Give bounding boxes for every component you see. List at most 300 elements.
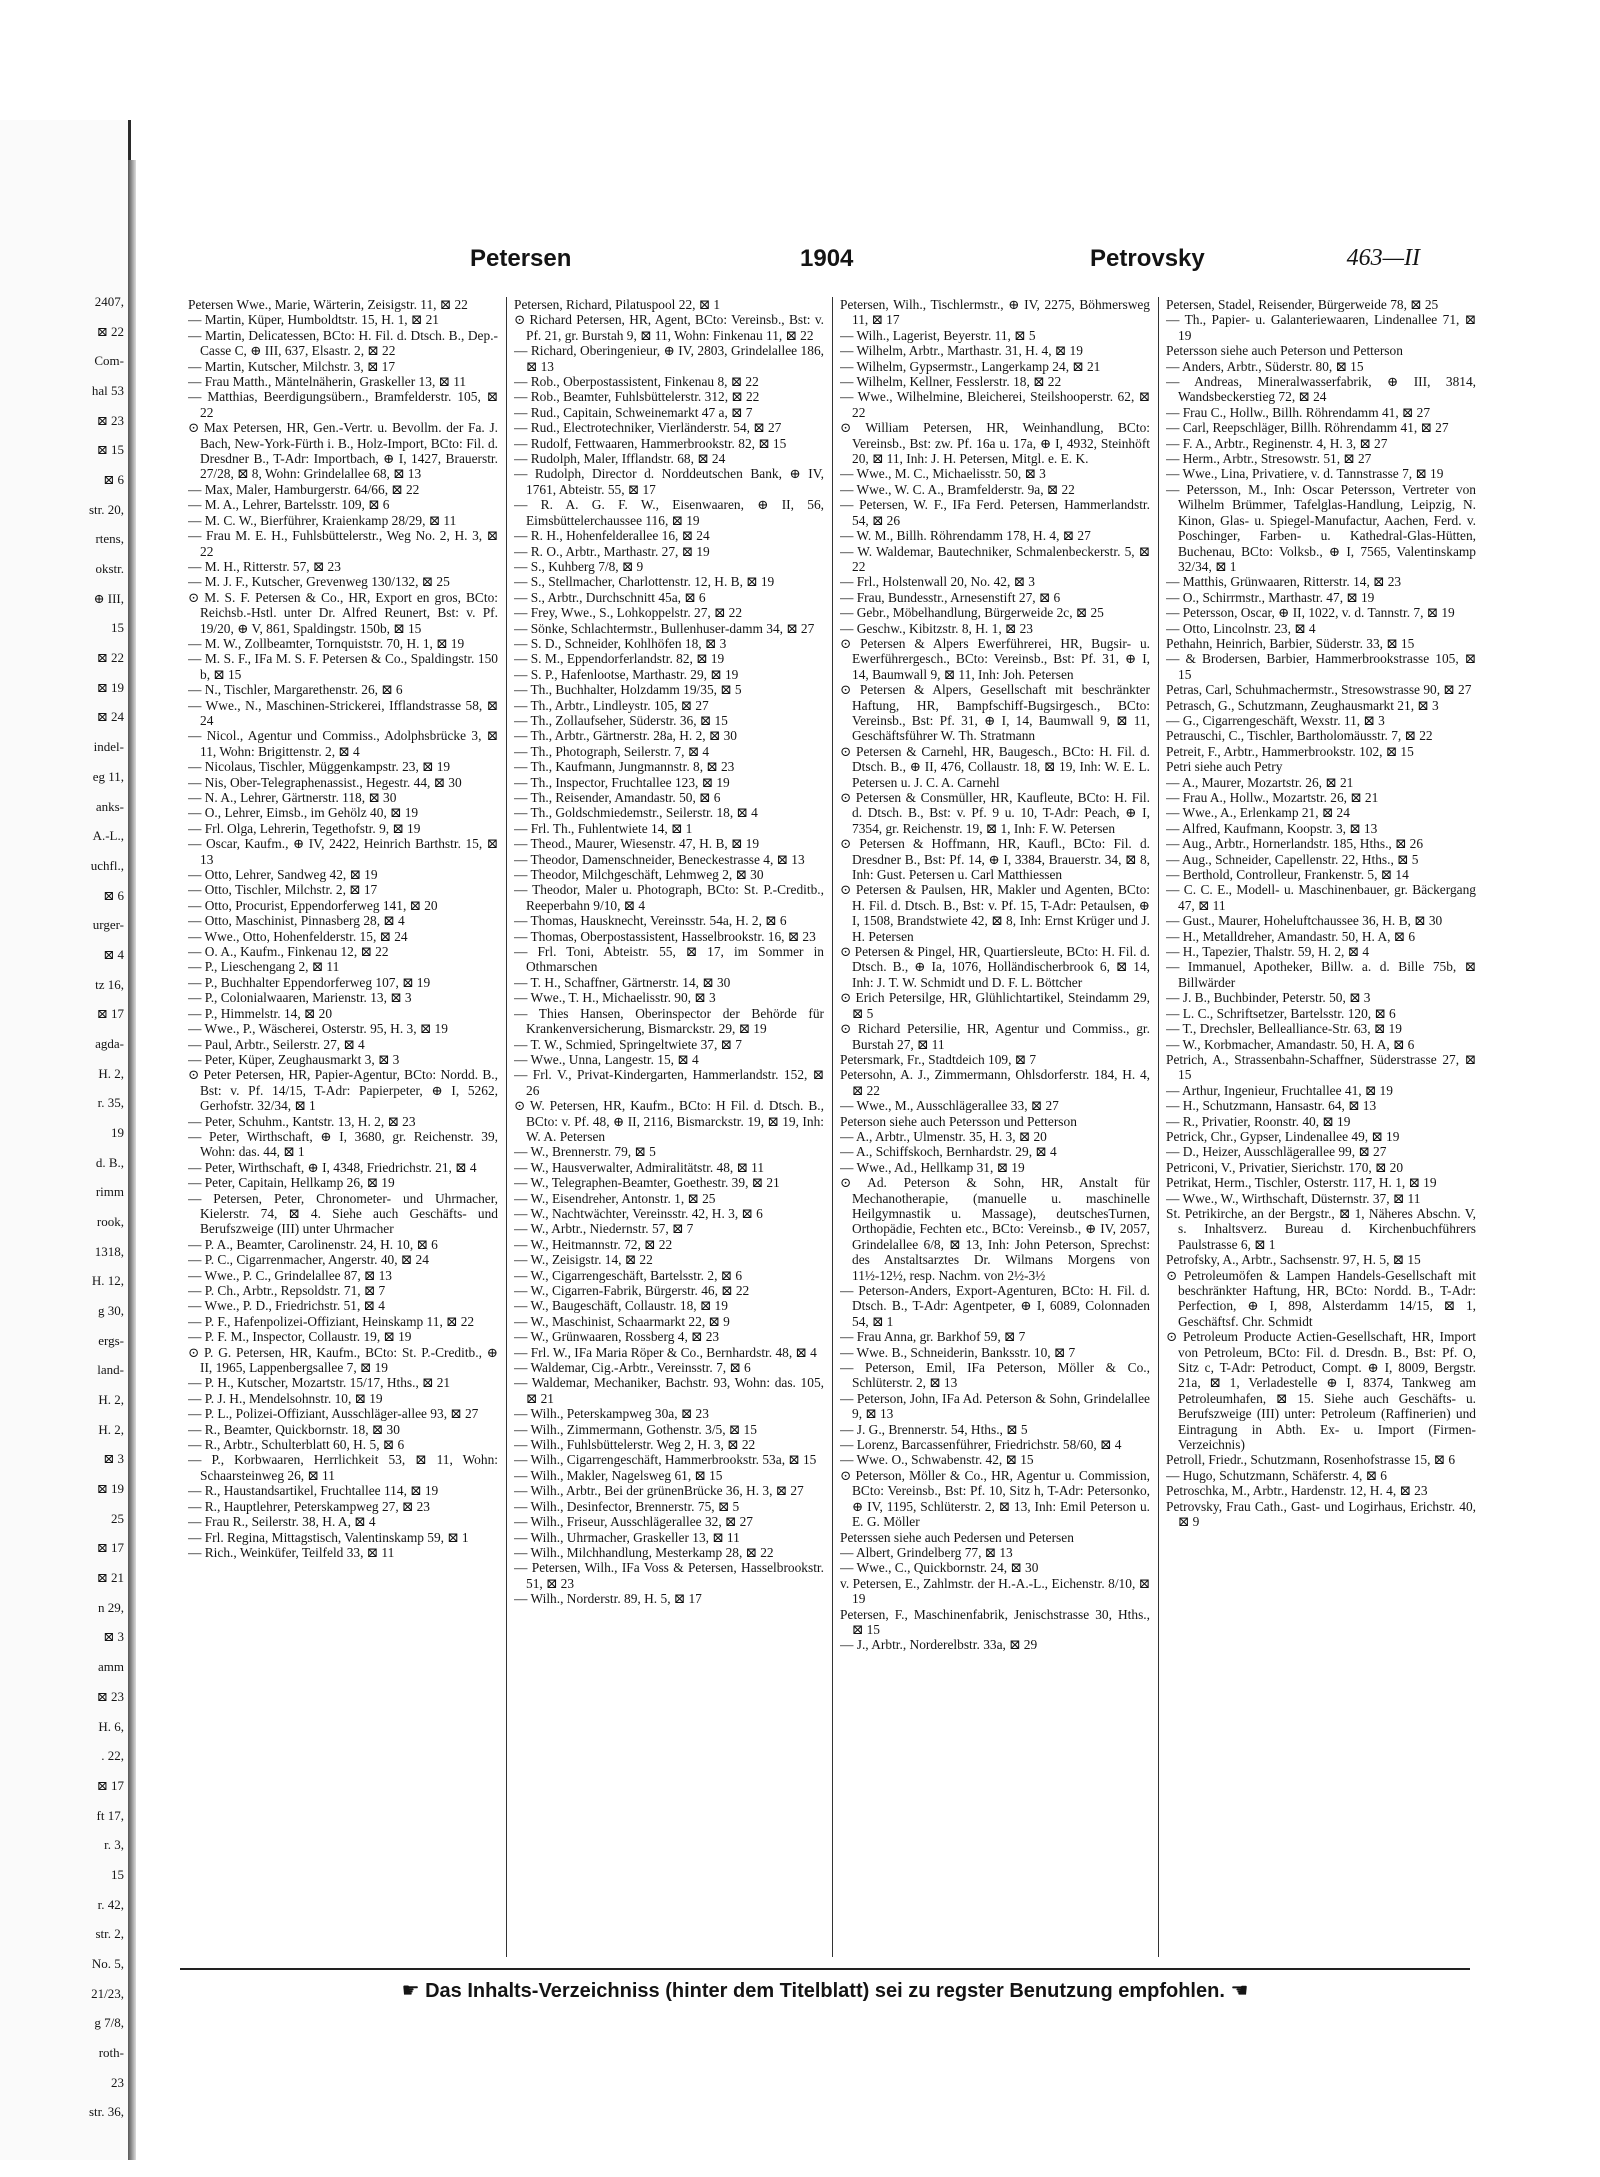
directory-entry: — Herm., Arbtr., Stresowstr. 51, ⊠ 27 (1166, 451, 1372, 467)
left-page-fragment-text: H. 12, (91, 1273, 124, 1289)
directory-entry: — Arthur, Ingenieur, Fruchtallee 41, ⊠ 19 (1166, 1082, 1393, 1098)
left-page-fragment-text: g 7/8, (94, 2015, 124, 2031)
left-page-fragment-text: eg 11, (92, 768, 124, 784)
left-page-fragment-text: A.-L., (92, 828, 124, 844)
directory-entry: ⊙ Richard Petersen, HR, Agent, BCto: Vereinsb., Bst: v. Pf. 21, gr. Burstah 9, ⊠ 11, Wohn: Finkenau 11, ⊠ 22 (514, 312, 824, 343)
directory-entry: — W., Brennerstr. 79, ⊠ 5 (514, 1144, 656, 1160)
directory-entry: Petersen, Wilh., Tischlermstr., ⊕ IV, 2275, Böhmersweg 11, ⊠ 17 (840, 297, 1150, 328)
directory-entry: — Albert, Grindelberg 77, ⊠ 13 (840, 1544, 1013, 1560)
directory-entry: — Martin, Küper, Humboldtstr. 15, H. 1, ⊠ 21 (188, 312, 439, 328)
directory-entry: — Frl. Olga, Lehrerin, Tegethofstr. 9, ⊠ 19 (188, 820, 421, 836)
column-divider (506, 297, 507, 1957)
directory-entry: — Wwe., P., Wäscherei, Osterstr. 95, H. 3, ⊠ 19 (188, 1021, 448, 1037)
directory-entry: — A., Maurer, Mozartstr. 26, ⊠ 21 (1166, 774, 1354, 790)
directory-entry: — Wilh., Makler, Nagelsweg 61, ⊠ 15 (514, 1467, 723, 1483)
left-page-fragment (0, 120, 131, 2160)
column-4 (1166, 297, 1476, 1957)
directory-entry: — Peter, Küper, Zeughausmarkt 3, ⊠ 3 (188, 1051, 400, 1067)
left-page-fragment-text: amm (98, 1659, 124, 1675)
directory-entry: — Wilhelm, Kellner, Fesslerstr. 18, ⊠ 22 (840, 374, 1062, 390)
directory-entry: — Otto, Lehrer, Sandweg 42, ⊠ 19 (188, 867, 378, 883)
directory-entry: — Rich., Weinküfer, Teilfeld 33, ⊠ 11 (188, 1544, 395, 1560)
directory-entry: — Wwe., Otto, Hohenfelderstr. 15, ⊠ 24 (188, 928, 408, 944)
left-page-fragment-text: ⊠ 21 (96, 1570, 124, 1586)
directory-entry: — M. A., Lehrer, Bartelsstr. 109, ⊠ 6 (188, 497, 390, 513)
directory-entry: — O., Schirrmstr., Marthastr. 47, ⊠ 19 (1166, 589, 1375, 605)
footer-rule (180, 1968, 1470, 1970)
directory-entry: — Wwe., P. C., Grindelallee 87, ⊠ 13 (188, 1267, 392, 1283)
directory-entry: — Frau A., Hollw., Mozartstr. 26, ⊠ 21 (1166, 790, 1379, 805)
directory-entry: — W., Eisendreher, Antonstr. 1, ⊠ 25 (514, 1190, 716, 1206)
left-page-fragment-text: hal 53 (91, 383, 124, 399)
directory-entry: — T. W., Schmied, Springeltwiete 37, ⊠ 7 (514, 1036, 742, 1052)
directory-entry: ⊙ Erich Petersilge, HR, Glühlichtartikel, Steindamm 29, ⊠ 5 (840, 990, 1150, 1021)
book-gutter (128, 160, 136, 2160)
left-page-fragment-text: ⊠ 23 (96, 412, 124, 428)
directory-entry: — Thomas, Oberpostassistent, Hasselbrookstr. 16, ⊠ 23 (514, 928, 816, 944)
left-page-fragment-text: H. 2, (98, 1392, 124, 1408)
directory-entry: — M. J. F., Kutscher, Grevenweg 130/132, ⊠ 25 (188, 574, 450, 590)
left-page-fragment-text: ⊠ 17 (96, 1777, 124, 1793)
directory-entry: — Matthias, Beerdigungsübern., Bramfelderstr. 105, ⊠ 22 (188, 389, 498, 420)
directory-entry: — Wilh., Friseur, Ausschlägerallee 32, ⊠ 27 (514, 1514, 753, 1530)
directory-entry: — Oscar, Kaufm., ⊕ IV, 2422, Heinrich Barthstr. 15, ⊠ 13 (188, 836, 498, 867)
left-page-fragment-text: uchfl., (90, 857, 124, 873)
left-page-fragment-text: 2407, (94, 294, 124, 309)
directory-entry: — P., Himmelstr. 14, ⊠ 20 (188, 1005, 333, 1021)
directory-entry: — O. A., Kaufm., Finkenau 12, ⊠ 22 (188, 944, 389, 960)
directory-entry: — Thomas, Hausknecht, Vereinsstr. 54a, H. 2, ⊠ 6 (514, 913, 787, 929)
directory-entry: Petrofsky, A., Arbtr., Sachsenstr. 97, H. 5, ⊠ 15 (1166, 1252, 1421, 1268)
directory-entry: — Immanuel, Apotheker, Billw. a. d. Bille 75b, ⊠ Billwärder (1166, 959, 1476, 990)
directory-entry: Petreit, F., Arbtr., Hammerbrookstr. 102, ⊠ 15 (1166, 743, 1414, 759)
directory-entry: — Frau C., Hollw., Billh. Röhrendamm 41, ⊠ 27 (1166, 404, 1431, 420)
directory-entry: — W., Grünwaaren, Rossberg 4, ⊠ 23 (514, 1329, 720, 1345)
column-3 (840, 297, 1150, 1957)
directory-entry: — T., Drechsler, Bellealliance-Str. 63, ⊠ 19 (1166, 1021, 1402, 1037)
directory-entry: Petrauschi, C., Tischler, Bartholomäusstr. 7, ⊠ 22 (1166, 728, 1433, 744)
directory-entry: St. Petrikirche, an der Bergstr., ⊠ 1, Näheres Abschn. V, s. Inhaltsverz. Bureau d. Kirchenbuchführers Paulstrasse 6, ⊠ 1 (1166, 1205, 1476, 1252)
directory-entry: — Th., Photograph, Seilerstr. 7, ⊠ 4 (514, 743, 710, 759)
directory-entry: — L. C., Schriftsetzer, Bartelsstr. 120, ⊠ 6 (1166, 1005, 1396, 1021)
left-page-fragment-text: ⊠ 22 (96, 650, 124, 666)
left-page-fragment-text: g 30, (98, 1303, 124, 1319)
left-page-fragment-text: ⊠ 19 (96, 1481, 124, 1497)
directory-entry: — P. Ch., Arbtr., Repsoldstr. 71, ⊠ 7 (188, 1283, 386, 1298)
directory-entry: — M. S. F., IFa M. S. F. Petersen & Co., Spaldingstr. 150 b, ⊠ 15 (188, 651, 498, 682)
left-page-fragment-text: n 29, (98, 1599, 124, 1615)
directory-entry: — D., Heizer, Ausschlägerallee 99, ⊠ 27 (1166, 1144, 1387, 1160)
directory-entry: ⊙ William Petersen, HR, Weinhandlung, BCto: Vereinsb., Bst: zw. Pf. 16a u. 17a, ⊕ I, 4932, Steinhöft 20, ⊠ 11, Inh: J. H. Petersen, Mitgl. e. E. K. (840, 420, 1150, 467)
directory-entry: Peterson siehe auch Petersson und Petterson (840, 1113, 1077, 1129)
directory-entry: — Gust., Maurer, Hoheluftchaussee 36, H. B, ⊠ 30 (1166, 913, 1443, 929)
directory-entry: — Waldemar, Cig.-Arbtr., Vereinsstr. 7, ⊠ 6 (514, 1360, 751, 1376)
left-page-fragment-text: 19 (111, 1124, 124, 1140)
directory-entry: — Frau M. E. H., Fuhlsbüttelerstr., Weg No. 2, H. 3, ⊠ 22 (188, 528, 498, 559)
directory-entry: Petrasch, G., Schutzmann, Zeughausmarkt 21, ⊠ 3 (1166, 697, 1439, 713)
directory-entry: — Wwe., N., Maschinen-Strickerei, Ifflandstrasse 58, ⊠ 24 (188, 697, 498, 728)
header-right-keyword: Petrovsky (1090, 245, 1205, 272)
directory-entry: ⊙ Peterson, Möller & Co., HR, Agentur u. Commission, BCto: Vereinsb., Bst: Pf. 10, Sitz h, T-Adr: Petersonko, ⊕ IV, 1195, Schlüterstr. 2, ⊠ 13, Inh: Emil Peterson u. E. G. Möller (840, 1467, 1150, 1530)
directory-entry: — Peterson, John, IFa Ad. Peterson & Sohn, Grindelallee 9, ⊠ 13 (840, 1390, 1150, 1422)
directory-entry: — Hugo, Schutzmann, Schäferstr. 4, ⊠ 6 (1166, 1467, 1387, 1483)
directory-entry: Petriconi, V., Privatier, Sierichstr. 170, ⊠ 20 (1166, 1159, 1404, 1175)
directory-entry: — W., Baugeschäft, Collaustr. 18, ⊠ 19 (514, 1298, 728, 1314)
directory-entry: — Petersson, Oscar, ⊕ II, 1022, v. d. Tannstr. 7, ⊠ 19 (1166, 605, 1455, 621)
column-divider (1158, 297, 1159, 1957)
directory-entry: — F. A., Arbtr., Reginenstr. 4, H. 3, ⊠ 27 (1166, 435, 1388, 451)
directory-entry: — Andreas, Mineralwasserfabrik, ⊕ III, 3814, Wandsbeckerstieg 72, ⊠ 24 (1166, 374, 1476, 405)
directory-entry: — Anders, Arbtr., Süderstr. 80, ⊠ 15 (1166, 358, 1364, 374)
left-page-fragment-text: land- (97, 1362, 124, 1378)
directory-entry: — W., Cigarren-Fabrik, Bürgerstr. 46, ⊠ 22 (514, 1283, 750, 1298)
directory-entry: — Wwe., P. D., Friedrichstr. 51, ⊠ 4 (188, 1298, 385, 1314)
left-page-fragment-text: ⊠ 23 (96, 1688, 124, 1704)
directory-entry: Petersen Wwe., Marie, Wärterin, Zeisigstr. 11, ⊠ 22 (188, 297, 468, 312)
left-page-fragment-text: ⊠ 3 (103, 1451, 124, 1467)
directory-entry: ⊙ Petersen & Alpers Ewerführerei, HR, Bugsir- u. Ewerführergesch., BCto: Vereinsb., Bst: Pf. 31, ⊕ I, 14, Baumwall 9, ⊠ 11, Inh: Joh. Petersen (840, 635, 1150, 682)
left-page-fragment-text: H. 2, (98, 1065, 124, 1081)
directory-entry: ⊙ P. G. Petersen, HR, Kaufm., BCto: St. P.-Creditb., ⊕ II, 1965, Lappenbergsallee 7, ⊠ 19 (188, 1344, 498, 1376)
directory-entry: — Martin, Delicatessen, BCto: H. Fil. d. Dtsch. B., Dep.-Casse C, ⊕ III, 637, Elsastr. 2, ⊠ 22 (188, 327, 498, 359)
directory-entry: — H., Schutzmann, Hansastr. 64, ⊠ 13 (1166, 1098, 1377, 1114)
directory-entry: — Wilh., Fuhlsbüttelerstr. Weg 2, H. 3, ⊠ 22 (514, 1437, 756, 1453)
directory-entry: — Otto, Tischler, Milchstr. 2, ⊠ 17 (188, 882, 378, 898)
left-page-fragment-text: 1318, (94, 1243, 124, 1259)
directory-entry: — P. A., Beamter, Carolinenstr. 24, H. 10, ⊠ 6 (188, 1236, 438, 1252)
directory-entry: ⊙ W. Petersen, HR, Kaufm., BCto: H Fil. d. Dtsch. B., BCto: v. Pf. 48, ⊕ II, 2116, Bismarckstr. 19, ⊠ 19, Inh: W. A. Petersen (514, 1098, 824, 1144)
left-page-fragment-text: rook, (96, 1214, 124, 1229)
directory-entry: ⊙ Petersen & Carnehl, HR, Baugesch., BCto: H. Fil. d. Dtsch. B., ⊕ II, 476, Collaustr. 18, ⊠ 19, Inh: W. E. L. Petersen u. J. C. A. Carnehl (840, 743, 1150, 790)
directory-entry: Pethahn, Heinrich, Barbier, Süderstr. 33, ⊠ 15 (1166, 635, 1415, 651)
directory-entry: — R. H., Hohenfelderallee 16, ⊠ 24 (514, 528, 710, 544)
directory-entry: — Frl., Holstenwall 20, No. 42, ⊠ 3 (840, 574, 1035, 590)
directory-entry: — Peter, Schuhm., Kantstr. 13, H. 2, ⊠ 23 (188, 1113, 416, 1129)
directory-entry: — P. F. M., Inspector, Collaustr. 19, ⊠ 19 (188, 1329, 412, 1345)
directory-entry: — Th., Papier- u. Galanteriewaaren, Lindenallee 71, ⊠ 19 (1166, 312, 1476, 343)
left-page-fragment-text: ⊠ 17 (96, 1006, 124, 1022)
directory-entry: — T. H., Schaffner, Gärtnerstr. 14, ⊠ 30 (514, 974, 731, 990)
directory-entry: — Wilh., Peterskampweg 30a, ⊠ 23 (514, 1406, 709, 1422)
left-page-fragment-text: ⊠ 22 (96, 323, 124, 339)
directory-entry: — S., Arbtr., Durchschnitt 45a, ⊠ 6 (514, 589, 706, 605)
left-page-fragment-text: 15 (111, 620, 124, 636)
directory-entry: — Rud., Electrotechniker, Vierländerstr. 54, ⊠ 27 (514, 420, 782, 436)
directory-entry: — Thies Hansen, Oberinspector der Behörde für Krankenversicherung, Bismarckstr. 29, ⊠ 19 (514, 1005, 824, 1037)
directory-entry: — W., Telegraphen-Beamter, Goethestr. 39, ⊠ 21 (514, 1175, 780, 1191)
page-header (180, 245, 1460, 285)
footer-notice (180, 1978, 1470, 2003)
left-page-fragment-text: ⊠ 6 (103, 887, 124, 903)
directory-entry: — A., Schiffskoch, Bernhardstr. 29, ⊠ 4 (840, 1144, 1057, 1160)
directory-entry: — Max, Maler, Hamburgerstr. 64/66, ⊠ 22 (188, 481, 420, 497)
directory-entry: ⊙ Petersen & Alpers, Gesellschaft mit beschränkter Haftung, HR, Bampfschiff-Bugsirgesch., BCto: Vereinsb., Bst: Pf. 31, ⊕ I, 14, Baumwall 9, ⊠ 11, Geschäftsführer W. Th. Stratmann (840, 682, 1150, 744)
directory-entry: — W., Maschinist, Schaarmarkt 22, ⊠ 9 (514, 1313, 730, 1329)
directory-entry: Peterssen siehe auch Pedersen und Petersen (840, 1529, 1074, 1545)
directory-entry: — R., Beamter, Quickbornstr. 18, ⊠ 30 (188, 1421, 400, 1437)
left-page-fragment-text: ⊠ 24 (96, 709, 124, 725)
directory-entry: — Frl. V., Privat-Kindergarten, Hammerlandstr. 152, ⊠ 26 (514, 1067, 824, 1098)
directory-entry: — Wilh., Lagerist, Beyerstr. 11, ⊠ 5 (840, 327, 1036, 343)
left-page-fragment-text: . 22, (101, 1748, 124, 1764)
directory-entry: — S. D., Schneider, Kohlhöfen 18, ⊠ 3 (514, 635, 727, 651)
directory-entry: — W. Waldemar, Bautechniker, Schmalenbeckerstr. 5, ⊠ 22 (840, 543, 1150, 574)
directory-entry: — Aug., Arbtr., Hornerlandstr. 185, Hths., ⊠ 26 (1166, 836, 1424, 852)
directory-entry: — Rudolf, Fettwaaren, Hammerbrookstr. 82, ⊠ 15 (514, 435, 787, 451)
directory-entry: — Berthold, Controlleur, Frankenstr. 5, ⊠ 14 (1166, 867, 1409, 883)
directory-entry: Petersmark, Fr., Stadtdeich 109, ⊠ 7 (840, 1051, 1037, 1067)
directory-entry: ⊙ Petroleum Producte Actien-Gesellschaft, HR, Import von Petroleum, BCto: Fil. d. Dresdn. B., Bst: Pf. O, Sitz c, T-Adr: Petroduct, Compt. ⊕ I, 8009, Bergstr. 21a, ⊠ 1, Verladestelle ⊕ I, 8374, Tankweg am Petroleumhafen, ⊠ 15. Siehe auch Geschäfts- u. Berufszweige (III) unter: Petroleum (Raffinerien) und Eintragung in Abth. Ex- u. Import (Firmen-Verzeichnis) (1166, 1329, 1476, 1453)
directory-entry: Petrich, A., Strassenbahn-Schaffner, Süderstrasse 27, ⊠ 15 (1166, 1051, 1476, 1083)
directory-entry: — C. C. E., Modell- u. Maschinenbauer, gr. Bäckergang 47, ⊠ 11 (1166, 882, 1476, 913)
left-page-fragment-text: urger- (92, 917, 124, 933)
left-page-fragment-text: r. 42, (97, 1896, 124, 1912)
pointing-hand-left-icon: ☛ (401, 1980, 420, 2002)
directory-entry: — H., Metalldreher, Amandastr. 50, H. A, ⊠ 6 (1166, 928, 1416, 944)
left-page-fragment-text: str. 36, (88, 2104, 124, 2120)
directory-entry: — S. M., Eppendorferlandstr. 82, ⊠ 19 (514, 651, 725, 667)
directory-entry: — Nicolaus, Tischler, Müggenkampstr. 23, ⊠ 19 (188, 759, 451, 775)
left-page-fragment-text: r. 35, (97, 1095, 124, 1111)
header-left-keyword: Petersen (470, 245, 572, 272)
directory-entry: — Peter, Capitain, Hellkamp 26, ⊠ 19 (188, 1175, 395, 1191)
directory-entry: — Carl, Reepschläger, Billh. Röhrendamm 41, ⊠ 27 (1166, 420, 1449, 436)
left-page-fragment-text: ⊠ 15 (96, 442, 124, 458)
directory-entry: v. Petersen, E., Zahlmstr. der H.-A.-L., Eichenstr. 8/10, ⊠ 19 (840, 1575, 1150, 1607)
directory-entry: — & Brodersen, Barbier, Hammerbrookstrasse 105, ⊠ 15 (1166, 651, 1476, 682)
directory-entry: — Frl. W., IFa Maria Röper & Co., Bernhardstr. 48, ⊠ 4 (514, 1344, 817, 1360)
left-page-fragment-text: str. 2, (95, 1926, 124, 1942)
header-year: 1904 (800, 245, 854, 272)
left-page-fragment-text: str. 20, (88, 501, 124, 517)
directory-entry: — A., Arbtr., Ulmenstr. 35, H. 3, ⊠ 20 (840, 1128, 1047, 1144)
directory-entry: ⊙ Petroleumöfen & Lampen Handels-Gesellschaft mit beschränkter Haftung, HR, BCto: Nordd. B., T-Adr: Perfection, ⊕ I, 898, Alsterdamm 14/15, ⊠ 1, Geschäftsf. Chr. Schmidt (1166, 1267, 1476, 1329)
directory-entry: — Wilh., Milchhandlung, Mesterkamp 28, ⊠ 22 (514, 1544, 774, 1560)
directory-entry: — Peter, Wirthschaft, ⊕ I, 4348, Friedrichstr. 21, ⊠ 4 (188, 1159, 477, 1175)
directory-columns (188, 297, 1476, 1957)
directory-entry: — Rudolph, Maler, Ifflandstr. 68, ⊠ 24 (514, 451, 726, 467)
directory-entry: — Petersen, W. F., IFa Ferd. Petersen, Hammerlandstr. 54, ⊠ 26 (840, 497, 1150, 528)
directory-entry: — P., Buchhalter Eppendorferweg 107, ⊠ 19 (188, 974, 431, 990)
directory-entry: — Peterson-Anders, Export-Agenturen, BCto: H. Fil. d. Dtsch. B., T-Adr: Agentpeter, ⊕ I, 6089, Colonnaden 54, ⊠ 1 (840, 1283, 1150, 1329)
directory-entry: Petrovsky, Frau Cath., Gast- und Logirhaus, Erichstr. 40, ⊠ 9 (1166, 1498, 1476, 1530)
directory-entry: — Gebr., Möbelhandlung, Bürgerweide 2c, ⊠ 25 (840, 605, 1104, 621)
left-page-fragment-text: No. 5, (91, 1955, 124, 1971)
directory-entry: — N. A., Lehrer, Gärtnerstr. 118, ⊠ 30 (188, 790, 397, 805)
directory-entry: Petersson siehe auch Peterson und Petterson (1166, 343, 1403, 359)
directory-entry: — W., Nachtwächter, Vereinsstr. 42, H. 3, ⊠ 6 (514, 1205, 763, 1221)
directory-entry: — Waldemar, Mechaniker, Bachstr. 93, Wohn: das. 105, ⊠ 21 (514, 1375, 824, 1406)
left-page-fragment-text: d. B., (95, 1154, 124, 1170)
directory-entry: — Frl. Regina, Mittagstisch, Valentinskamp 59, ⊠ 1 (188, 1529, 469, 1545)
directory-entry: ⊙ Ad. Peterson & Sohn, HR, Anstalt für Mechanotherapie, (manuelle u. maschinelle Heilgymnastik u. Massage), deutschesTurnen, Orthopädie, Fechten etc., BCto: Vereinsb., ⊕ IV, 2057, Grindelallee 6/8, ⊠ 13, Inh: John Peterson, Sprechst: des Anstaltsarztes Dr. Wilmans Morgens von 11½-12½, resp. Nachm. von 2½-3½ (840, 1175, 1150, 1283)
directory-entry: — W., Zeisigstr. 14, ⊠ 22 (514, 1252, 653, 1268)
page-number: 463—II (1346, 245, 1420, 271)
directory-entry: — M. W., Zollbeamter, Tornquiststr. 70, H. 1, ⊠ 19 (188, 635, 465, 651)
directory-entry: — P., Korbwaaren, Herrlichkeit 53, ⊠ 11, Wohn: Schaarsteinweg 26, ⊠ 11 (188, 1452, 498, 1483)
directory-entry: — Theodor, Damenschneider, Beneckestrasse 4, ⊠ 13 (514, 851, 805, 867)
directory-entry: — Frau Matth., Mäntelnäherin, Graskeller 13, ⊠ 11 (188, 374, 467, 390)
left-page-fragment-text: indel- (93, 739, 124, 755)
directory-entry: — Wilh., Arbtr., Bei der grünenBrücke 36, H. 3, ⊠ 27 (514, 1483, 804, 1499)
directory-entry: — Frl. Toni, Abteistr. 55, ⊠ 17, im Sommer in Othmarschen (514, 944, 824, 975)
left-page-fragment-text: rtens, (95, 531, 124, 547)
directory-entry: — Wwe., T. H., Michaelisstr. 90, ⊠ 3 (514, 990, 716, 1006)
footer-text: Das Inhalts-Verzeichniss (hinter dem Titelblatt) sei zu regster Benutzung empfohlen. (425, 1980, 1225, 2002)
directory-entry: — Wwe., C., Quickbornstr. 24, ⊠ 30 (840, 1560, 1039, 1576)
directory-entry: — W., Korbmacher, Amandastr. 50, H. A, ⊠ 6 (1166, 1036, 1415, 1052)
directory-entry: — P. J. H., Mendelsohnstr. 10, ⊠ 19 (188, 1390, 383, 1406)
directory-entry: — Petersson, M., Inh: Oscar Petersson, Vertreter von Wilhelm Brümmer, Tafelglas-Handlung, Leipzig, N. Kinon, Glas- u. Spiegel-Manufactur, Aachen, Ferd. v. Poschinger, Farben- u. Kathedral-Glas-Hütten, Buchenau, BCto: Volksb., ⊕ I, 7565, Valentinskamp 32/34, ⊠ 1 (1166, 481, 1476, 574)
directory-entry: — Geschw., Kibitzstr. 8, H. 1, ⊠ 23 (840, 620, 1033, 636)
directory-entry: — Th., Inspector, Fruchtallee 123, ⊠ 19 (514, 774, 730, 790)
left-page-fragment-text: roth- (98, 2044, 124, 2060)
directory-entry: — Th., Goldschmiedemstr., Seilerstr. 18, ⊠ 4 (514, 805, 758, 821)
directory-entry: — Wwe., Ad., Hellkamp 31, ⊠ 19 (840, 1159, 1025, 1175)
pointing-hand-right-icon: ☚ (1230, 1980, 1249, 2002)
directory-entry: — Frl. Th., Fuhlentwiete 14, ⊠ 1 (514, 820, 693, 836)
directory-entry: ⊙ Petersen & Hoffmann, HR, Kaufl., BCto: Fil. d. Dresdner B., Bst: Pf. 14, ⊕ I, 3384, Brauerstr. 34, ⊠ 8, Inh: Gust. Petersen u. Carl Matthiessen (840, 836, 1150, 883)
directory-entry: — Theod., Maurer, Wiesenstr. 47, H. B, ⊠ 19 (514, 836, 760, 852)
directory-entry: — Wwe., M. C., Michaelisstr. 50, ⊠ 3 (840, 466, 1046, 482)
directory-entry: ⊙ M. S. F. Petersen & Co., HR, Export en gros, BCto: Reichsb.-Hstl. unter Dr. Alfred Reunert, Bst: v. Pf. 19/20, ⊕ V, 861, Spaldingstr. 150b, ⊠ 15 (188, 589, 498, 636)
directory-entry: — S. P., Hafenlootse, Marthastr. 29, ⊠ 19 (514, 666, 739, 682)
directory-entry: — Wwe., M., Ausschlägerallee 33, ⊠ 27 (840, 1098, 1059, 1114)
directory-entry: — R., Haustandsartikel, Fruchtallee 114, ⊠ 19 (188, 1483, 439, 1499)
left-page-fragment-text: H. 2, (98, 1421, 124, 1437)
directory-entry: — Peterson, Emil, IFa Peterson, Möller & Co., Schlüterstr. 2, ⊠ 13 (840, 1360, 1150, 1391)
directory-entry: Petersohn, A. J., Zimmermann, Ohlsdorferstr. 184, H. 4, ⊠ 22 (840, 1067, 1150, 1098)
directory-entry: — Wwe. B., Schneiderin, Banksstr. 10, ⊠ 7 (840, 1344, 1076, 1360)
directory-entry: — M. C. W., Bierführer, Kraienkamp 28/29, ⊠ 11 (188, 512, 457, 528)
directory-entry: — P., Lieschengang 2, ⊠ 11 (188, 959, 340, 975)
directory-entry: — W., Arbtr., Niedernstr. 57, ⊠ 7 (514, 1221, 694, 1237)
left-page-fragment-text: anks- (95, 798, 124, 814)
left-page-fragment-text: Com- (94, 353, 124, 369)
directory-entry: — W. M., Billh. Röhrendamm 178, H. 4, ⊠ 27 (840, 528, 1091, 544)
directory-entry: — Matthis, Grünwaaren, Ritterstr. 14, ⊠ 23 (1166, 574, 1402, 590)
directory-entry: — R., Hauptlehrer, Peterskampweg 27, ⊠ 23 (188, 1498, 430, 1514)
directory-entry: — Th., Arbtr., Lindleystr. 105, ⊠ 27 (514, 697, 709, 713)
left-page-fragment-text: ft 17, (96, 1807, 124, 1823)
directory-entry: — Alfred, Kaufmann, Koopstr. 3, ⊠ 13 (1166, 820, 1378, 836)
directory-entry: — P. F., Hafenpolizei-Offiziant, Heinskamp 11, ⊠ 22 (188, 1313, 475, 1329)
directory-entry: — J. G., Brennerstr. 54, Hths., ⊠ 5 (840, 1421, 1028, 1437)
left-page-fragment-text: ⊠ 6 (103, 472, 124, 488)
directory-entry: — Theodor, Milchgeschäft, Lehmweg 2, ⊠ 30 (514, 867, 764, 883)
directory-entry: — Wwe., A., Erlenkamp 21, ⊠ 24 (1166, 805, 1350, 821)
directory-entry: — Frey, Wwe., S., Lohkoppelstr. 27, ⊠ 22 (514, 605, 743, 621)
directory-entry: — R. A. G. F. W., Eisenwaaren, ⊕ II, 56, Eimsbüttelerchaussee 116, ⊠ 19 (514, 497, 824, 528)
directory-entry: — Wwe., Wilhelmine, Bleicherei, Steilshooperstr. 62, ⊠ 22 (840, 389, 1150, 420)
directory-entry: ⊙ Petersen & Pingel, HR, Quartiersleute, BCto: H. Fil. d. Dtsch. B., ⊕ Ia, 1076, Holländischerbrook 6, ⊠ 14, Inh: J. T. W. Schmidt und D. F. L. Böttcher (840, 944, 1150, 990)
directory-entry: — R., Privatier, Roonstr. 40, ⊠ 19 (1166, 1113, 1351, 1129)
left-page-fragment-text: 21/23, (91, 1985, 124, 2001)
directory-entry: — J., Arbtr., Norderelbstr. 33a, ⊠ 29 (840, 1637, 1038, 1653)
directory-entry: — Peter, Wirthschaft, ⊕ I, 3680, gr. Reichenstr. 39, Wohn: das. 44, ⊠ 1 (188, 1128, 498, 1160)
directory-entry: — S., Kuhberg 7/8, ⊠ 9 (514, 558, 644, 574)
directory-entry: ⊙ Petersen & Paulsen, HR, Makler und Agenten, BCto: H. Fil. d. Dtsch. B., Bst: v. Pf. 15, T-Adr: Petaulsen, ⊕ I, 1508, Brandstwiete 42, ⊠ 8, Inh: Ernst Krüger und J. H. Petersen (840, 882, 1150, 944)
directory-entry: — Wilhelm, Arbtr., Marthastr. 31, H. 4, ⊠ 19 (840, 343, 1083, 359)
directory-entry: — O., Lehrer, Eimsb., im Gehölz 40, ⊠ 19 (188, 805, 419, 821)
directory-entry: — P., Colonialwaaren, Marienstr. 13, ⊠ 3 (188, 990, 412, 1006)
directory-entry: Petrick, Chr., Gypser, Lindenallee 49, ⊠ 19 (1166, 1128, 1400, 1144)
left-page-fragment-text: 23 (111, 2074, 124, 2090)
directory-entry: — Wwe. O., Schwabenstr. 42, ⊠ 15 (840, 1452, 1034, 1468)
directory-entry: — Martin, Kutscher, Milchstr. 3, ⊠ 17 (188, 358, 396, 374)
directory-entry: ⊙ Max Petersen, HR, Gen.-Vertr. u. Bevollm. der Fa. J. Bach, New-York-Fürth i. B., Holz-Import, BCto: Fil. d. Dresdner B., T-Adr: Importbach, ⊕ I, 1427, Brauerstr. 27/28, ⊠ 8, Wohn: Grindelallee 68, ⊠ 13 (188, 420, 498, 482)
directory-entry: — Frau, Bundesstr., Arnesenstift 27, ⊠ 6 (840, 589, 1061, 605)
directory-entry: — J. B., Buchbinder, Peterstr. 50, ⊠ 3 (1166, 990, 1371, 1006)
directory-entry: Petersen, Stadel, Reisender, Bürgerweide 78, ⊠ 25 (1166, 297, 1439, 312)
directory-entry: Petras, Carl, Schuhmachermstr., Stresowstrasse 90, ⊠ 27 (1166, 682, 1472, 698)
left-page-fragment-text: agda- (95, 1035, 124, 1051)
directory-entry: — R., Arbtr., Schulterblatt 60, H. 5, ⊠ 6 (188, 1437, 405, 1453)
directory-entry: — G., Cigarrengeschäft, Wexstr. 11, ⊠ 3 (1166, 712, 1385, 728)
left-page-fragment-text: 25 (111, 1510, 124, 1526)
directory-entry: Petersen, Richard, Pilatuspool 22, ⊠ 1 (514, 297, 721, 312)
column-1 (188, 297, 498, 1957)
directory-entry: — Rob., Oberpostassistent, Finkenau 8, ⊠ 22 (514, 374, 759, 390)
directory-entry: — Wilh., Uhrmacher, Graskeller 13, ⊠ 11 (514, 1529, 740, 1545)
directory-entry: — Nis, Ober-Telegraphenassist., Hegestr. 44, ⊠ 30 (188, 774, 462, 790)
directory-entry: — Wwe., W. C. A., Bramfelderstr. 9a, ⊠ 22 (840, 481, 1075, 497)
directory-entry: — Th., Reisender, Amandastr. 50, ⊠ 6 (514, 790, 721, 805)
directory-entry: — Frau Anna, gr. Barkhof 59, ⊠ 7 (840, 1329, 1026, 1345)
left-page-fragment-text: rimm (95, 1184, 124, 1200)
directory-entry: — P. C., Cigarrenmacher, Angerstr. 40, ⊠ 24 (188, 1252, 429, 1268)
directory-entry: — P. L., Polizei-Offiziant, Ausschläger-allee 93, ⊠ 27 (188, 1406, 479, 1422)
directory-entry: — Wwe., W., Wirthschaft, Düsternstr. 37, ⊠ 11 (1166, 1190, 1421, 1206)
directory-entry: Petroschka, M., Arbtr., Hardenstr. 12, H. 4, ⊠ 23 (1166, 1483, 1428, 1499)
directory-entry: — Rud., Capitain, Schweinemarkt 47 a, ⊠ 7 (514, 404, 753, 420)
directory-entry: — Th., Zollaufseher, Süderstr. 36, ⊠ 15 (514, 712, 728, 728)
directory-entry: — N., Tischler, Margarethenstr. 26, ⊠ 6 (188, 682, 403, 698)
directory-entry: — Otto, Procurist, Eppendorferweg 141, ⊠ 20 (188, 897, 438, 913)
directory-entry: — Wilh., Zimmermann, Gothenstr. 3/5, ⊠ 15 (514, 1421, 757, 1437)
left-page-fragment-text: ⊕ III, (93, 590, 124, 606)
directory-entry: — W., Heitmannstr. 72, ⊠ 22 (514, 1236, 673, 1252)
directory-entry: — W., Cigarrengeschäft, Bartelsstr. 2, ⊠ 6 (514, 1267, 743, 1283)
directory-entry: — W., Hausverwalter, Admiralitätstr. 48, ⊠ 11 (514, 1159, 765, 1175)
left-page-fragment-text: tz 16, (95, 976, 124, 992)
left-page-fragment-text: ⊠ 3 (103, 1629, 124, 1645)
directory-entry: — M. H., Ritterstr. 57, ⊠ 23 (188, 558, 341, 574)
directory-entry: — H., Tapezier, Thalstr. 59, H. 2, ⊠ 4 (1166, 944, 1370, 960)
directory-entry: — P. H., Kutscher, Mozartstr. 15/17, Hths., ⊠ 21 (188, 1375, 451, 1391)
left-page-fragment-text: ergs- (98, 1332, 124, 1348)
directory-entry: — Otto, Lincolnstr. 23, ⊠ 4 (1166, 620, 1316, 636)
directory-entry: Petersen, F., Maschinenfabrik, Jenischstrasse 30, Hths., ⊠ 15 (840, 1606, 1150, 1637)
directory-entry: — Th., Buchhalter, Holzdamm 19/35, ⊠ 5 (514, 682, 742, 698)
directory-entry: — S., Stellmacher, Charlottenstr. 12, H. B, ⊠ 19 (514, 574, 775, 590)
left-page-fragment-text: 15 (111, 1866, 124, 1882)
directory-entry: — Aug., Schneider, Capellenstr. 22, Hths., ⊠ 5 (1166, 851, 1419, 867)
directory-entry: — Rudolph, Director d. Norddeutschen Bank, ⊕ IV, 1761, Abteistr. 55, ⊠ 17 (514, 466, 824, 497)
left-page-fragment-text: okstr. (95, 561, 124, 577)
directory-entry: — Petersen, Wilh., IFa Voss & Petersen, Hasselbrookstr. 51, ⊠ 23 (514, 1560, 824, 1591)
directory-entry: — Nicol., Agentur und Commiss., Adolphsbrücke 3, ⊠ 11, Wohn: Brigittenstr. 2, ⊠ 4 (188, 728, 498, 759)
directory-entry: — Petersen, Peter, Chronometer- und Uhrmacher, Kielerstr. 74, ⊠ 4. Siehe auch Geschäfts- und Berufszweige (III) unter Uhrmacher (188, 1190, 498, 1237)
left-page-fragment-text: ⊠ 17 (96, 1540, 124, 1556)
directory-entry: Petri siehe auch Petry (1166, 759, 1283, 775)
directory-entry: — R. O., Arbtr., Marthastr. 27, ⊠ 19 (514, 543, 710, 559)
left-page-fragment-text: ⊠ 4 (103, 946, 124, 962)
directory-entry: — Lorenz, Barcassenführer, Friedrichstr. 58/60, ⊠ 4 (840, 1437, 1122, 1453)
directory-entry: Petrikat, Herm., Tischler, Osterstr. 117, H. 1, ⊠ 19 (1166, 1175, 1437, 1191)
directory-entry: — Th., Arbtr., Gärtnerstr. 28a, H. 2, ⊠ 30 (514, 728, 737, 744)
directory-entry: — Frau R., Seilerstr. 38, H. A, ⊠ 4 (188, 1514, 376, 1530)
